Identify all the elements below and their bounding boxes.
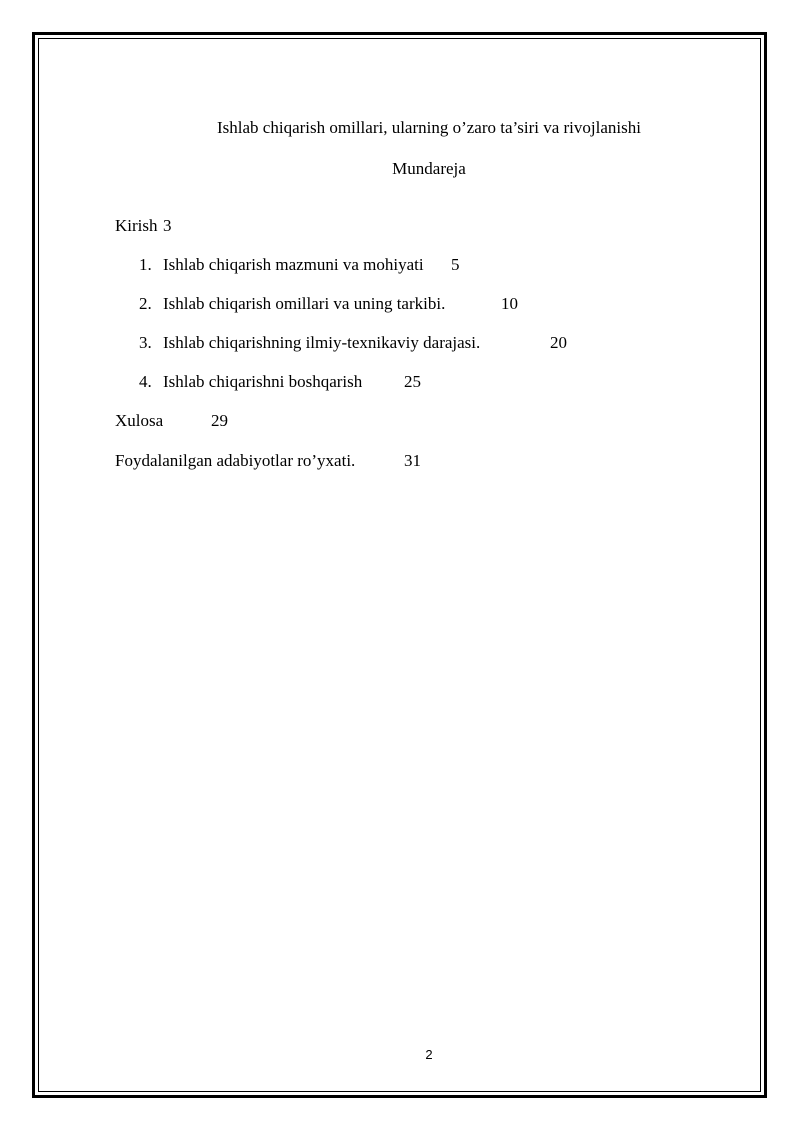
toc-entry-number: 2. bbox=[139, 294, 152, 313]
toc-entry-label: Ishlab chiqarishni boshqarish bbox=[163, 372, 363, 391]
toc-entry-number: 3. bbox=[139, 333, 152, 352]
page-number: 2 bbox=[425, 1047, 433, 1062]
page-border-inner bbox=[38, 38, 761, 1092]
toc-entry-label: Ishlab chiqarishning ilmiy-texnikaviy darajasi. bbox=[163, 333, 481, 352]
toc-entry-label: Xulosa bbox=[115, 411, 164, 430]
toc-entry-page: 5 bbox=[451, 255, 460, 274]
toc-entry-label: Foydalanilgan adabiyotlar ro’yxati. bbox=[115, 451, 356, 470]
toc-entry-page: 20 bbox=[550, 333, 567, 352]
toc-entry-page: 25 bbox=[404, 372, 421, 391]
toc-entry-label: Ishlab chiqarish mazmuni va mohiyati bbox=[163, 255, 424, 274]
toc-entry-number: 1. bbox=[139, 255, 152, 274]
toc-heading: Mundareja bbox=[392, 159, 466, 178]
toc-entry-page: 31 bbox=[404, 451, 421, 470]
toc-entry-page: 10 bbox=[501, 294, 518, 313]
toc-entry-label: Kirish bbox=[115, 216, 158, 235]
toc-entry-page: 3 bbox=[163, 216, 172, 235]
toc-entry-page: 29 bbox=[211, 411, 228, 430]
toc-entry-label: Ishlab chiqarish omillari va uning tarkibi. bbox=[163, 294, 446, 313]
toc-entry-number: 4. bbox=[139, 372, 152, 391]
document-title: Ishlab chiqarish omillari, ularning o’zaro ta’siri va rivojlanishi bbox=[217, 118, 641, 137]
